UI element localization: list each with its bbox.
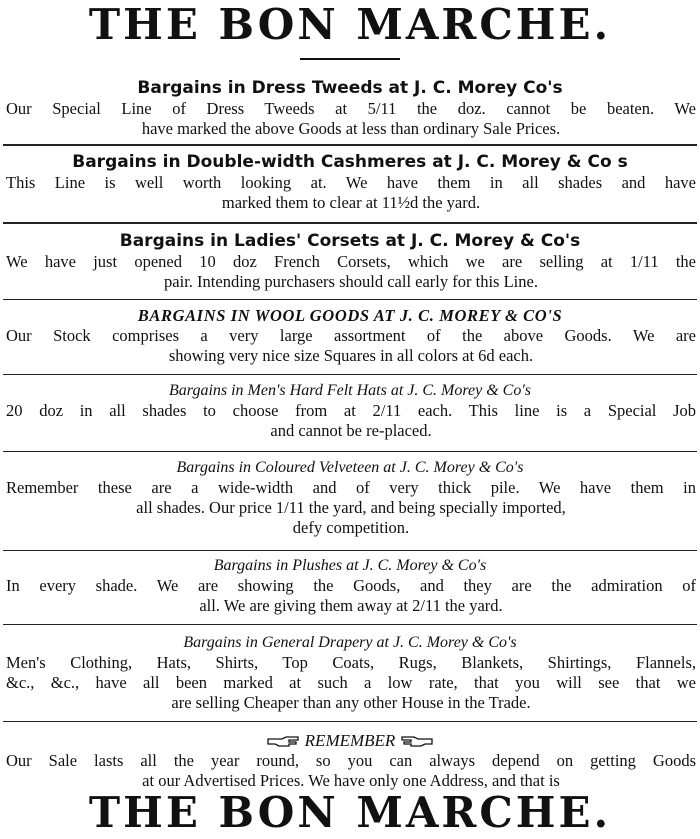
section-plushes (0, 556, 700, 616)
section-line: This Line is well worth looking at. We have them in all shades and have (6, 173, 696, 192)
remember-section (0, 731, 700, 791)
section-line: Our Stock comprises a very large assortment of the above Goods. We are (6, 326, 696, 345)
section-cashmeres (0, 151, 700, 213)
pointing-hand-right-icon (266, 736, 300, 748)
section-line: We have just opened 10 doz French Corsets, which we are selling at 1/11 the (6, 252, 696, 271)
masthead-rule (300, 58, 400, 60)
section-wool-goods (0, 306, 700, 366)
divider-rule (3, 144, 697, 146)
section-dress-tweeds (0, 77, 700, 139)
divider-rule (3, 624, 697, 625)
divider-rule (3, 374, 697, 375)
section-heading: Bargains in Double-width Cashmeres at J. C. Morey & Co s (72, 152, 628, 172)
section-corsets (0, 230, 700, 292)
divider-rule (3, 550, 697, 551)
section-line: defy competition. (292, 518, 410, 537)
section-line: Our Special Line of Dress Tweeds at 5/11 the doz. cannot be beaten. We (6, 99, 696, 118)
section-line: have marked the above Goods at less than ordinary Sale Prices. (141, 119, 561, 138)
section-general-drapery (0, 633, 700, 713)
section-line: Men's Clothing, Hats, Shirts, Top Coats, Rugs, Blankets, Shirtings, Flannels, (6, 653, 696, 672)
section-line: and cannot be re-placed. (270, 421, 432, 440)
section-heading: Bargains in Dress Tweeds at J. C. Morey Co's (137, 78, 563, 98)
divider-rule (3, 222, 697, 224)
section-line: all shades. Our price 1/11 the yard, and being specially imported, (136, 498, 566, 517)
section-heading: Bargains in Coloured Velveteen at J. C. Morey & Co's (176, 459, 524, 476)
masthead-title: THE BON MARCHE. (88, 0, 612, 49)
section-line: are selling Cheaper than any other House in the Trade. (171, 693, 531, 712)
section-line: showing very nice size Squares in all colors at 6d each. (168, 346, 534, 365)
remember-line: Our Sale lasts all the year round, so you can always depend on getting Goods (6, 751, 696, 770)
section-velveteen (0, 458, 700, 538)
divider-rule (3, 721, 697, 722)
section-line: pair. Intending purchasers should call early for this Line. (164, 272, 538, 291)
section-line: all. We are giving them away at 2/11 the yard. (199, 596, 503, 615)
section-heading: Bargains in General Drapery at J. C. Morey & Co's (183, 634, 517, 651)
section-line: marked them to clear at 11½d the yard. (221, 193, 481, 212)
section-heading: Bargains in Ladies' Corsets at J. C. Morey & Co's (119, 231, 581, 251)
footer-title: THE BON MARCHE. (88, 788, 612, 837)
remember-heading (0, 731, 700, 751)
section-felt-hats (0, 381, 700, 441)
remember-line: at our Advertised Prices. We have only one Address, and that is (142, 771, 560, 790)
section-line: 20 doz in all shades to choose from at 2/11 each. This line is a Special Job (6, 401, 696, 420)
section-line: &c., &c., have all been marked at such a low rate, that you will see that we (6, 673, 696, 692)
section-line: Remember these are a wide-width and of very thick pile. We have them in (6, 478, 696, 497)
divider-rule (3, 451, 697, 452)
section-heading: Bargains in Men's Hard Felt Hats at J. C. Morey & Co's (169, 382, 531, 399)
divider-rule (3, 299, 697, 300)
section-line: In every shade. We are showing the Goods, and they are the admiration of (6, 576, 696, 595)
pointing-hand-left-icon (400, 736, 434, 748)
section-heading: BARGAINS IN WOOL GOODS AT J. C. MOREY & CO'S (137, 306, 563, 325)
remember-label: REMEMBER (304, 731, 396, 750)
section-heading: Bargains in Plushes at J. C. Morey & Co's (213, 557, 487, 574)
